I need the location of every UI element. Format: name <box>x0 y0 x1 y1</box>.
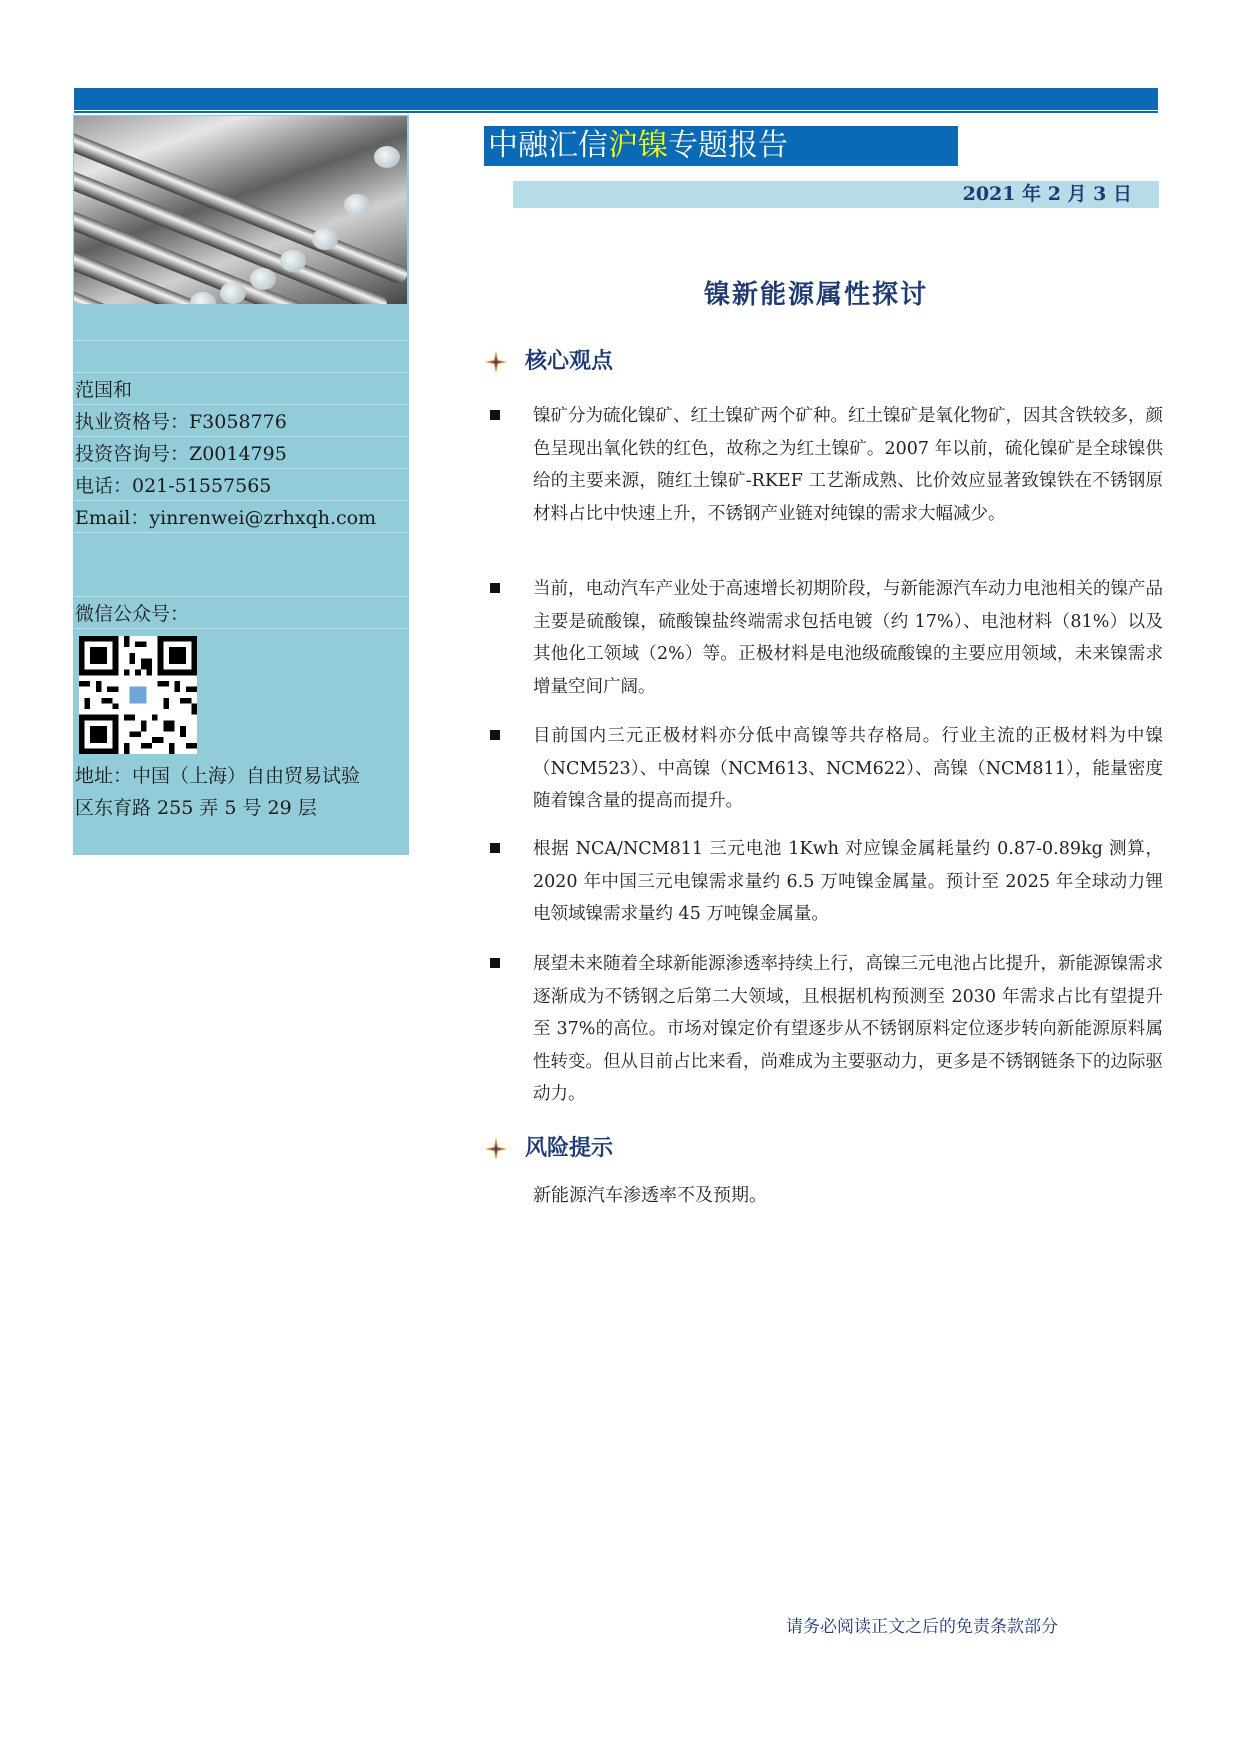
star-bullet-icon <box>485 351 507 373</box>
sidebar-divider <box>74 372 407 373</box>
square-bullet-icon <box>490 958 500 968</box>
license-number: 执业资格号：F3058776 <box>75 411 287 433</box>
risk-text: 新能源汽车渗透率不及预期。 <box>533 1185 767 1206</box>
document-title: 镍新能源属性探讨 <box>704 280 929 310</box>
sidebar-divider <box>74 340 407 341</box>
consult-number: 投资咨询号：Z0014795 <box>75 443 287 465</box>
bullet-text: 当前，电动汽车产业处于高速增长初期阶段，与新能源汽车动力电池相关的镍产品主要是硫酸镍，硫酸镍盐终端需求包括电镀（约 17%）、电池材料（81%）以及其他化工领域（2%）等。正极材料是电池级硫酸镍的主要应用领域，未来镍需求增量空间广阔。 <box>533 579 1163 697</box>
bullet-text: 目前国内三元正极材料亦分低中高镍等共存格局。行业主流的正极材料为中镍（NCM523）、中高镍（NCM613、NCM622）、高镍（NCM811），能量密度随着镍含量的提高而提升。 <box>533 726 1163 811</box>
sidebar-divider <box>74 596 407 597</box>
report-date: 2021 年 2 月 3 日 <box>962 183 1132 205</box>
analyst-name: 范国和 <box>75 379 133 401</box>
report-title-highlight: 沪镍 <box>608 128 668 163</box>
wechat-label: 微信公众号： <box>75 603 190 625</box>
square-bullet-icon <box>490 730 500 740</box>
bullet-text: 镍矿分为硫化镍矿、红土镍矿两个矿种。红土镍矿是氧化物矿，因其含铁较多，颜色呈现出氧化铁的红色，故称之为红土镍矿。2007 年以前，硫化镍矿是全球镍供给的主要来源，随红土镍矿-RKEF 工艺渐成熟、比价效应显著致镍铁在不锈钢原材料占比中快速上升，不锈钢产业链对纯镍的需求大幅减少。 <box>533 406 1163 524</box>
address-line-2: 区东育路 255 弄 5 号 29 层 <box>75 797 317 819</box>
square-bullet-icon <box>490 843 500 853</box>
header-rule <box>74 111 1158 113</box>
phone-number: 电话：021-51557565 <box>75 475 272 497</box>
address-line-1: 地址：中国（上海）自由贸易试验 <box>75 765 361 787</box>
square-bullet-icon <box>490 583 500 593</box>
risk-heading: 风险提示 <box>485 1131 613 1162</box>
email-address[interactable]: Email：yinrenwei@zrhxqh.com <box>75 507 377 529</box>
header-bar <box>74 88 1158 110</box>
disclaimer-footer: 请务必阅读正文之后的免责条款部分 <box>786 1617 1058 1637</box>
star-bullet-icon <box>485 1138 507 1160</box>
wechat-qr-code[interactable] <box>75 636 201 754</box>
core-heading: 核心观点 <box>485 344 613 375</box>
square-bullet-icon <box>490 410 500 420</box>
bullet-text: 根据 NCA/NCM811 三元电池 1Kwh 对应镍金属耗量约 0.87-0.89kg 测算，2020 年中国三元电镍需求量约 6.5 万吨镍金属量。预计至 2025 年全球动力锂电领域镍需求量约 45 万吨镍金属量。 <box>533 839 1163 924</box>
nickel-bars-image <box>74 116 407 304</box>
bullet-text: 展望未来随着全球新能源渗透率持续上行，高镍三元电池占比提升，新能源镍需求逐渐成为不锈钢之后第二大领域，且根据机构预测至 2030 年需求占比有望提升至 37%的高位。市场对镍定价有望逐步从不锈钢原料定位逐步转向新能源原料属性转变。但从目前占比来看，尚难成为主要驱动力，更多是不锈钢链条下的边际驱动力。 <box>533 954 1163 1104</box>
report-title: 中融汇信沪镍专题报告 <box>488 128 788 163</box>
